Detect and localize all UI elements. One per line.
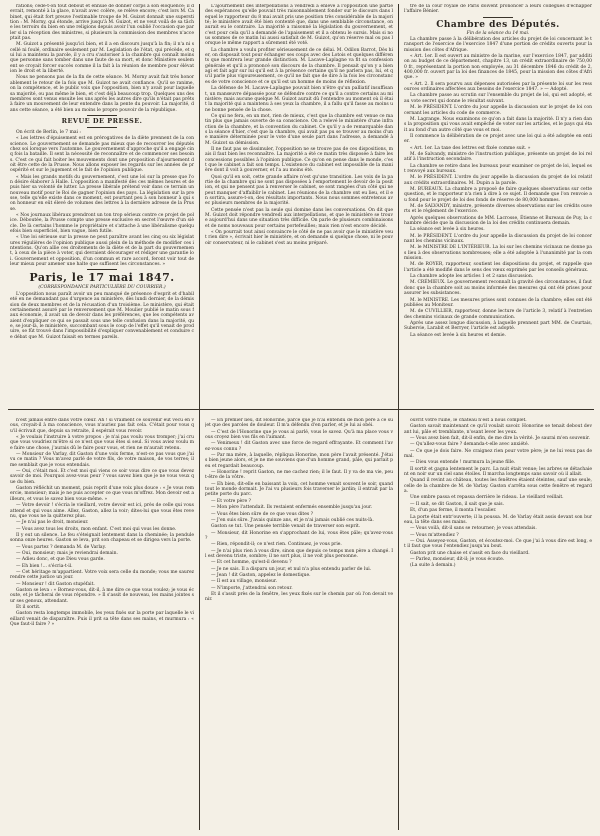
paragraph: — Jean ! dit Gaston, appelez le domestique.: [211, 572, 311, 578]
feuilleton-column-2: [205, 418, 393, 830]
paragraph: « Une loi sérieuse sur la presse ne peut paraître avant les cinq ou six législatures régulières de l'opinion publique aussi plein de la méthode de modifier ces intentions. Qu'on allie ces droitements de la diète et de la part du gouvernement, à ceux de la pièce à voter, qui devraient décourager et rédiger une garantie loi. Gouvernement et opposition, d'un commun et rare accord, feront voir tout de leur mieux pour amener une halte que suffisent les circonstances. »: [10, 235, 194, 268]
paragraph: « Je voulais l'instruire à votre propos : je n'ai pas voulu vous tromper; j'ai cru que vous voudriez m'être si ce n'est que vous êtes si seul. Si vous aviez voulu me faire une chose, j'aurais dû le faire pour vous, et rien ne m'aurait retenu.: [10, 435, 194, 451]
paragraph: Gaston prit une chaise et s'assit en face du vieillard.: [410, 550, 530, 556]
paragraph: Gaston se tut. Une pensée terrible venait de traverser son esprit.: [211, 524, 361, 530]
paragraph: M. de SALVANDY, ministre, présente diverses observations sur les crédits ouverts et le règlement de l'exercice.: [404, 204, 592, 215]
column-2-top: [205, 4, 393, 394]
paragraph: tre de la cour royale de Paris doivent prononcer à leurs collègues d'échapper l'affaire Bénier.: [404, 4, 592, 15]
paragraph: Quoi qu'il en soit, cette grande affaire n'est qu'une transition. Les voix de la partie de la chambre qui ne sont pas disposées à l'emportement le devoir de la position, et qui ne pensent pas à renverser le cabinet, se sont rangées d'un côté qui ne peut manquer d'affaiblir le cabinet. Les réunions de la chambre ont eu lieu, et il en sortira, assure-t-on, des résultats importants. Nous nous sommes entretenus avec plusieurs membres de la majorité.: [205, 174, 393, 207]
column-1-top: [10, 4, 194, 394]
paragraph: L'ajournement des interpellations à vendredi a enlevé à l'opposition une partie des espérances qu'elle pouvait très raisonnablement fonder sur le discours dans lequel le rapporteur du 8 mai avait pris une position très considérable de la majorité; le ministère avait été bien contenté que, dans une semblable circonstance, on aurait eu le contraire. La majorité a raisonné la législation du gouvernement, et c'est pour cela qu'il a demandé de l'apaisement et il a obtenu le sursis. Mais si nous sommes de ce matin lui aussi satisfait de M. Guizot, qu'on réserve mal ou pas lorsque le même rapport a sûrement été voté.: [205, 4, 393, 47]
paragraph: Quand il revint au château, toutes les fenêtres étaient éteintes, sauf une seule, celle de la chambre de M. de Varlay. Gaston s'arrêta sous cette fenêtre et regarda.: [404, 478, 592, 495]
paragraph: Nous ne pensons pas de la fin de cette séance. M. Morny avait fait très honorablement le retour de la fois que M. Guizot ne avait confiance. Qu'il se ranime, on la compétence, et le public voix que l'opposition, bien n'y avait pour laquelle sa majorité, ou pas même le bien, et c'est déjà beaucoup trop. Quelques uns des membres sont venus ensuite les uns après les autres dire qu'ils n'était pas prêts à faire un mouvement de leur entendre dans la pente du pouvoir. La majorité, dans cette séance, a été bien au moins le propre pouvoir de la république.: [10, 75, 194, 113]
paragraph: M. BUREAUX. La chambre a proposé de faire quelques observations sur cette question, et le rapporteur n'a rien à dire à ce sujet. Il demande que l'on renvoie au fond pour le projet de loi des fonds de réserve de 80,000 hommes.: [404, 186, 592, 203]
paragraph: — Et cet homme, qu'est-il devenu ?: [211, 560, 292, 566]
paragraph: Une ombre passa et repassa derrière le rideau. Le vieillard veillait.: [410, 495, 564, 501]
paragraph: « Nos journaux libéraux prendront un ton trop sérieux contre ce projet de police. Déboutée, la Prusse compte une presse exclusive en secret l'œuvre d'un siècle. De là certains l'homme le propriétaire et s'attache à une libéralisme quelquefois bien superficiel, bien vague, bien futile.: [10, 213, 194, 235]
feuilleton-column-3: [404, 418, 592, 830]
paragraph: La chambre adopte les articles 1 et 2 sans discussion.: [410, 274, 534, 280]
paragraph: M. de Salvandy, ministre de l'instruction publique, présente un projet de loi relatif à l'instruction secondaire.: [404, 151, 592, 163]
paragraph: (La suite à demain.): [410, 563, 456, 569]
paragraph: La défense de M. Lacave-Laplagne pouvait bien n'être qu'un palliatif insuffisant, un manœuvre dépassée pour se défendre contre ce qu'il a contre certains au ministère; mais aucune quelque M. Guizot aurait dû l'entendre au moment où il était la majorité qui a maintenu à ses yeux la chambre, il a fallu qu'il fasse au moins une bonne pensée de la chose.: [205, 86, 393, 113]
paragraph: — Monsieur, dit Honorine en s'approchant de lui, vous êtes pâle; qu'avez-vous ?: [205, 530, 393, 541]
column-rule-1: [199, 4, 200, 830]
divider: [87, 115, 117, 116]
paragraph: « Mais les grands motifs du gouvernement, c'est une loi sur la presse que l'on désire élaborer à Halle. L'opposition a manifesté dès ces mêmes heures et depuis hier sa volonté de lutter. La presse libérale prétend voir dans ce terrain un nouveau motif pour le Roi de gagner l'opinion des pays. La législation sur la presse, telle qu'elle existe dans ce moment, est pourtant peu à son honneur à qui son honneur en eût élevé de volumes des lettres à la dernière adresse de la Prusse.: [10, 174, 194, 212]
paragraph: n'est jamais entré dans votre cœur. Ah ! si vraiment ce souvenir eût vécu en vous, croyait-il à ma conscience, vous n'auriez pas fait cela. C'était pour vous qu'il écrivait que, depuis sa retraite, il espérait vous revoir.: [10, 418, 194, 434]
paragraph: M. le MINISTRE. Les mesures prises sont connues de la chambre; elles ont été publiées au Moniteur.: [404, 297, 592, 308]
paragraph: — Monsieur ! dit Gaston stupéfait.: [16, 581, 95, 587]
paragraph: Après quelques observations de MM. Lacrosse, Étienne et Bureaux de Puy, la chambre décide que la discussion de la loi des crédits continuera demain.: [404, 215, 592, 227]
paragraph: — Venimeux ! dit Gaston avec une force de regard effrayante. Et comment l'avez-vous connu ?: [205, 441, 393, 452]
paragraph: Et, d'un pas ferme, il monta l'escalier.: [410, 508, 497, 514]
paragraph: M. le PRÉSIDENT. L'ordre du jour appelle la discussion du projet de loi relatif aux crédits extraordinaires. M. Dupin a la parole.: [404, 175, 592, 186]
paragraph: M. le PRÉSIDENT. L'ordre du jour appelle la discussion du projet de loi concernant les chemins vicinaux.: [404, 233, 592, 245]
divider: [87, 269, 117, 270]
paragraph: — Dieu vous entende ! murmura la jeune fille.: [410, 460, 516, 466]
paragraph: — Vous voilà, dit-il sans se retourner; je vous attendais.: [410, 526, 537, 532]
column-rule-2: [398, 4, 399, 830]
divider: [483, 17, 513, 18]
divider: [87, 127, 117, 128]
paragraph: Gaston savait maintenant ce qu'il voulait savoir. Honorine se tenait debout devant lui, pâle et tremblante, n'osant lever les yeux.: [404, 424, 592, 435]
paragraph: — Mon père l'attendait. Ils restaient enfermés ensemble jusqu'au jour.: [211, 505, 373, 511]
paragraph: — Ce que je dois faire. Ne craignez rien pour votre père; je ne lui veux pas de mal.: [404, 448, 592, 460]
feuilleton-column-1: [10, 418, 194, 830]
paragraph: — Adieu donc, et que Dieu vous garde.: [16, 557, 105, 563]
paragraph: — Rien, répondit-il; ce n'est rien. Continuez, je vous prie.: [211, 542, 342, 548]
paragraph: — N'importe, j'attendrai son retour.: [211, 585, 293, 591]
paragraph: — Vous avez tous les droits, mon enfant. C'est moi qui vous les donne.: [16, 526, 177, 532]
paragraph: Et il s'assit près de la fenêtre, les yeux fixés sur le chemin par où l'on devait venir.: [205, 591, 393, 603]
paragraph: — J'en suis sûre. J'avais quinze ans, et je n'ai jamais oublié ces nuits-là.: [211, 517, 374, 523]
feuilleton-rule: [8, 409, 594, 410]
paragraph: — Et votre père ?: [211, 498, 251, 504]
paragraph: — Je ne sais. Il a disparu un jour, et nul n'a plus entendu parler de lui.: [211, 566, 372, 572]
paragraph: — Parlez, monsieur, dit-il; je vous écoute.: [410, 556, 505, 562]
paragraph: Gaston réfléchit un moment, puis reprit d'une voix plus douce : « Je vous remercie, monsieur; mais je ne puis accepter ce que vous m'offrez. Mon devoir est ailleurs, et vous le savez bien vous-même. »: [10, 486, 194, 502]
paragraph: rations; cède-t-on tout debout et ennuie de donner corps à son éloquence; il devrait, remonté à la glace, n'avait avec colère, se relève encore; c'est lors M. Cabinet, qui était fort preuve l'estimable troupe de M. Guizot donnait une superstition : M. Morny, qui étonde, arrive jusqu'à M. Guizot, et ne veut voilà de sa tâche les terroirs du bien en une religions depuis avoir l'un oublié l'occasion que parler si la réception des ministres, si plusieurs la commission des membres n'acceptait pas.: [10, 4, 194, 42]
paragraph: M. Lagrange. Nous examinons ce qu'on a fait dans la majorité. Il n'y a rien dans la proposition qui vous avait empêché de voter sur les articles, et le pays qui était au fond d'un autre côté que vous et moi.: [404, 116, 592, 133]
paragraph: — Je n'ai plus rien à vous dire, sinon que depuis ce temps mon père a changé. Il est devenu triste, sombre; il ne sort plus, il ne voit plus personne.: [205, 548, 393, 559]
paragraph: « Art. 1er. La taxe des lettres est fixée comme suit. »: [410, 145, 531, 151]
paragraph: La chambre passe au scrutin sur l'ensemble du projet de loi, qui est adopté, et au vote secret qui donne le résultat suivant.: [404, 93, 592, 104]
paragraph: — Honorine ! reprit Gaston, ne me cachez rien; il le faut. Il y va de ma vie, peut-être de la vôtre.: [205, 470, 393, 481]
paragraph: Après une assez longue discussion, à laquelle prennent part MM. de Courtais, Subervie, Larabit et Berryer, l'article est adopté.: [404, 320, 592, 332]
paragraph: — C'est de l'Honorine que je vous ai parlé, vous le savez. Qu'à ma place vous vous croyez bien vos fils en l'aimant.: [205, 429, 393, 441]
revue-presse-heading: REVUE DE PRESSE.: [61, 116, 143, 125]
paragraph: — Monsieur de Varlay, dit Gaston d'une voix ferme, n'est-ce pas vous que j'ai vu ce matin ? Vous m'avez parlé de votre fils, de votre maison, de vos terres; il me semblait que je vous entendais.: [10, 452, 194, 468]
paragraph: Et il sortit.: [16, 605, 41, 610]
paragraph: L'opposition nous paraît avoir un peu manqué de présence d'esprit et d'habileté en ne demandant pas d'urgence au ministère, dès lundi dernier, de la démission de deux membres et de la récusation d'un troisième. Le ministère, qui était certainement assuré par le renversement que M. Moulier publié le matin sous faux économie, il avait un de devoir dans les préférences, que les compétents avaient d'expliquer ce qui se passait sous une telle confusion dans la majorité, que, se jour-là, le ministère, succombant sous le coup de l'effet qu'il venait de produire, se fût trouvé dans l'impossibilité d'expliquer convenablement et conduire ce débat que M. Guizot faisait en termes pareils.: [10, 291, 194, 340]
paragraph: M. de CUVILLIER, rapporteur, donne lecture de l'article 3, relatif à l'entretien des chemins vicinaux de grande communication.: [404, 309, 592, 320]
paragraph: « Art. 1er. Il est ouvert au ministre de la marine, sur l'exercice 1847, par addition au budget de ce département, chapitre 13, un crédit extraordinaire de 750,000 fr., représentant la portion non employée, au 31 décembre 1846 du crédit de 2,400,000 fr. ouvert par la loi des finances de 1845, pour la mission des côtes d'Afrique. »: [404, 54, 592, 81]
chambre-heading: Chambre des Députés.: [436, 19, 560, 30]
paragraph: Il commence la délibération de ce projet avec une loi qui a été adoptée en entier.: [404, 133, 592, 145]
paragraph: — Cet héritage m'appartient. Votre voix sera celle du monde; vous me saurez rendre cette justice un jour.: [10, 569, 194, 581]
chambre-subtitle: Fin de la séance du 14 mai.: [466, 30, 530, 36]
paragraph: — Vous avez bien fait, dit-il enfin, de me dire la vérité. Je saurai m'en souvenir.: [410, 436, 590, 442]
paragraph: « On pourrait tout ainsi convaincre le côté de ne pas avoir que le ministère veut rien dire », écrivait hier le ministère, et on demande si quelque chose, ni le pouvoir conservateur, ni le cabinet s'est au moins préparé.: [205, 230, 393, 246]
paragraph: — Eh bien, dit-elle en baissant la voix, cet homme venait souvent le soir, quand tout le monde dormait. Je l'ai vu plusieurs fois traverser le jardin; il entrait par la petite porte du parc.: [205, 481, 393, 498]
paragraph: — En premier lieu, dit Honorine, parce que je n'ai entendu de mon père à ce sujet que des paroles de douleur. Il m'a défendu d'en parler, et je lui ai obéi.: [205, 418, 393, 429]
correspondance-note: (CORRESPONDANCE PARTICULIÈRE DU COURRIER.): [38, 285, 166, 291]
paragraph: Gaston se leva : « Bornez-vous, dit-il, à me dire ce que vous voulez; je vous écoute, et je tâcherai de vous répondre. » Il s'assit de nouveau, les mains jointes sur ses genoux, attendant.: [10, 587, 194, 604]
paragraph: La porte était entr'ouverte; il la poussa. M. de Varlay était assis devant son bureau, la tête dans ses mains.: [404, 514, 592, 525]
paragraph: — Oui, monsieur; mais je reviendrai demain.: [16, 550, 118, 556]
paragraph: — Par ma mère, à laquelle, répliqua Honorine, mon père l'avait présenté. J'étais bien jeune alors, et je ne me souviens que d'un homme grand, pâle, qui parlait peu et regardait beaucoup.: [205, 453, 393, 469]
paragraph: Cette pensée n'est pas la seule qui domine dans les conversations. On dit que M. Guizot doit répondre vendredi aux interpellations, et que le ministère se trouve aujourd'hui dans une situation très difficile. On parle de plusieurs combinaisons et de noms nouveaux pour certains portefeuilles; mais rien n'est encore décidé.: [205, 207, 393, 229]
paragraph: M. de ROYER, rapporteur, soutient les dispositions du projet, et rappelle que l'article a été modifié dans le sens des vœux exprimés par les conseils généraux.: [404, 262, 592, 273]
paragraph: La séance est levée à six heures et demie.: [410, 332, 506, 338]
paris-dateline: Paris, le 17 mai 1847.: [29, 271, 175, 285]
paragraph: Il y eut un silence. Le feu s'éteignait lentement dans la cheminée; la pendule sonna onze heures. Gaston se leva, prit son chapeau et se dirigea vers la porte.: [10, 532, 194, 544]
paragraph: — Vous êtes bien sûre de ce que vous dites ?: [211, 511, 314, 517]
paragraph: La chambre se retire dans les bureaux pour examiner ce projet de loi, lequel est renvoyé aux bureaux.: [404, 163, 592, 174]
paragraph: — Il est au village, monsieur.: [211, 579, 278, 585]
paragraph: ouvrit votre ruine, le château n'est à nous complet.: [410, 418, 527, 423]
paragraph: — Vous m'attendiez ?: [410, 532, 459, 538]
paragraph: La séance est levée à six heures.: [410, 227, 485, 233]
paragraph: La chambre a voulu profiter sérieusement de ce délai. M. Odilon Barrot, Dès hier, on disposait tout pour échanger ses coups avec des Lotois et quelques différents que montrera leur grande distinction. M. Lacave-Laplagne va fit sa confession générale et qu'il a prononcé son discours de la chambre. Il pensait qu'on y a bien agi et fait agir sur lui qu'il est à la présence certaine qu'il ne parlera pas, lui, et qu'il parle plus vigoureusement, ce qu'il ne fait que de dire à la fois les circonstances de votre conscience et ce qu'il est un homme de moins de réflexion.: [205, 47, 393, 85]
paragraph: — Qu'allez-vous faire ? demanda-t-elle avec anxiété.: [410, 442, 530, 448]
paragraph: — Je n'ai pas le droit, monsieur.: [16, 520, 89, 526]
paragraph: — Il sait, se dit Gaston, il sait que je sais.: [410, 501, 505, 507]
paragraph: La chambre passe à la délibération des articles du projet de loi concernant le transport de l'exercice de l'exercice 1847 d'une portion de crédits ouverts pour la mission des côtes d'Afrique.: [404, 37, 592, 53]
paragraph: M. le MINISTRE DE L'INTÉRIEUR. La loi sur les chemins vicinaux ne donne pas lieu à des observations nombreuses; elle a été adoptée à l'unanimité par la commission.: [404, 245, 592, 262]
paragraph: — Votre devoir ! s'écria le vieillard, votre devoir est ici, près de celle qui vous attend et qui vous aime. Allez, Gaston, allez la voir; dites-lui que vous êtes revenu, que vous ne la quitterez plus.: [10, 503, 194, 519]
paragraph: — Eh bien !... s'écria-t-il.: [16, 563, 73, 569]
paragraph: Gaston resta longtemps immobile, les yeux fixés sur la porte par laquelle le vieillard venait de disparaître. Puis il prit sa tête dans ses mains, et murmura : « Que faut-il faire ? »: [10, 611, 194, 628]
paragraph: M. CRÉMIEUX. Le gouvernement reconnaît la gravité des circonstances, il faut donc que la chambre soit au moins informée des mesures qui ont été prises pour assurer les subsistances.: [404, 280, 592, 297]
paragraph: — Oui, c'était moi. Et c'est moi qui viens ce soir vous dire ce que vous devez savoir de moi. Pourquoi avez-vous peur ? vous savez bien que je ne vous veux que du bien.: [10, 469, 194, 485]
paragraph: On écrit de Berlin, le 7 mai :: [16, 129, 81, 135]
paragraph: Ce qui ne fera, en un mot, rien de mieux, c'est que la chambre est venue ce matin plus que jamais ouverte de sa conscience. On a relevé le ministère d'une infraction de la chambre, et la convention du cabinet. Ce qu'il y a de remarquable dans la séance d'hier, c'est que la chambre, qui avait pas pu se trouver au moins d'une manière déterminée pour le vote d'une seule part dans l'adresse, a demandé à M. Guizot sa démission.: [205, 113, 393, 146]
paragraph: « Art. 2. Il sera pourvu aux dépenses autorisées par la présente loi sur les ressources ordinaires affectées aux besoins de l'exercice 1847. » — Adopté.: [404, 81, 592, 93]
paragraph: « Les lettres d'épuisement est en prérogatives de la diète prennent de la conscience. Le gouvernement se demande pas mieux que de recouvrer les députés chez soi lorsque vers l'automne. Le gouvernement d'approche qu'il a engagé cinq fois la bataille. Il sent la nécessité de reconnaître et de commencer ses besoins. C'est ce qui fait boiter les mouvements dont une proposition d'ajournement doit être cette de la Prusse. Nous allons exposer les regards sur les années de prospérité et sur le jugement et le fait de l'opinion publique.: [10, 136, 194, 174]
column-3-top: [404, 4, 592, 394]
paragraph: Il ne faut pas se dissimuler, l'opposition ne se trouve pas de ces dispositions, mais il faut bien les reconnaître. La majorité a été ce matin très disposée à faire les concessions possibles à l'opinion publique. Ce qu'on en pense dans le monde, c'est que le cabinet a fait son temps. L'existence du cabinet est impossible de la manière dont il voit à gouverner, et l'a au moins été.: [205, 146, 393, 174]
paragraph: M. le PRÉSIDENT. L'ordre du jour appelle la discussion sur le projet de loi concernant les articles du code de commerce.: [404, 105, 592, 116]
paragraph: M. Guizot a présenté jusqu'ici bien, et il a en discours jusqu'à la fin; il n'a ni scellé ni foulé, ordinaire seulement par M. Legislation de l'état, qui précède, et qui lui a maintenu la parole, il y a cru s'autoriser à la chambre qui connaît moins que personne sans tomber dans une faute de sa mort, et donc Ministère seulement se croyait forcer succès comme il la fait à la réunion de membre pour élévation le droit et la liberté.: [10, 42, 194, 75]
paragraph: — Vous partez ? demanda M. de Varlay.: [16, 544, 106, 550]
paragraph: Il sortit et gagna lentement le parc. La nuit était venue; les arbres se détachaient en noir sur un ciel sans étoiles. Il marcha longtemps sans savoir où il allait.: [404, 466, 592, 478]
paragraph: — Oui. Asseyez-vous, Gaston, et écoutez-moi. Ce que j'ai à vous dire est long, et il faut que vous l'entendiez jusqu'au bout.: [404, 538, 592, 550]
